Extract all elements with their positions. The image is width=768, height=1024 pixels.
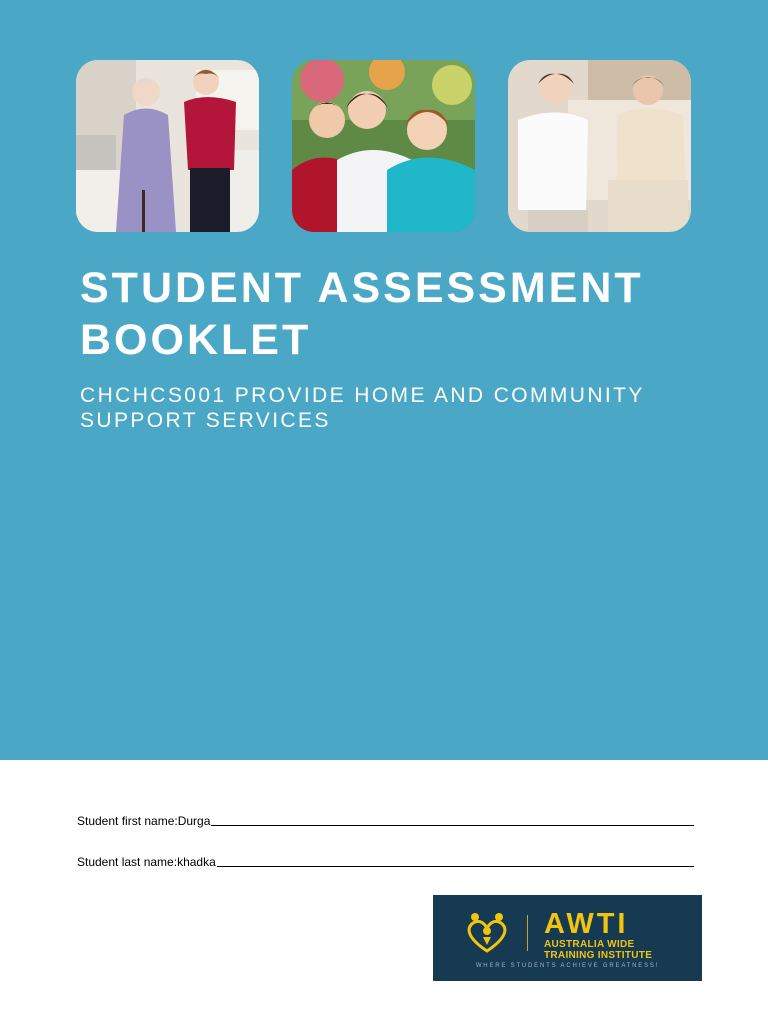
first-name-underline — [211, 825, 694, 826]
people-heart-emblem-icon — [461, 911, 513, 955]
first-name-label: Student first name: — [77, 814, 178, 828]
student-first-name-field — [77, 814, 694, 828]
logo-full-name: AUSTRALIA WIDE TRAINING INSTITUTE — [544, 939, 653, 961]
awti-logo — [433, 895, 702, 981]
cover-photo-carer-sofa — [508, 60, 691, 232]
logo-name: AWTI — [544, 908, 629, 940]
last-name-label: Student last name: — [77, 855, 178, 869]
first-name-value: Durga — [177, 814, 211, 828]
unit-subtitle: CHCHCS001 PROVIDE HOME AND COMMUNITY SUPPORT SERVICES — [80, 384, 645, 432]
cover-photo-3-image — [508, 60, 691, 232]
last-name-underline — [217, 866, 694, 867]
cover-photo-carer-kitchen — [76, 60, 259, 232]
last-name-value: khadka — [177, 855, 216, 869]
student-last-name-field — [77, 855, 694, 869]
cover-photo-2-image — [292, 60, 475, 232]
logo-tagline: WHERE STUDENTS ACHIEVE GREATNESS! — [475, 963, 660, 969]
booklet-title: STUDENT ASSESSMENT BOOKLET — [80, 264, 644, 364]
logo-divider — [527, 915, 528, 951]
cover-photo-group-women — [292, 60, 475, 232]
cover-photo-1-image — [76, 60, 259, 232]
